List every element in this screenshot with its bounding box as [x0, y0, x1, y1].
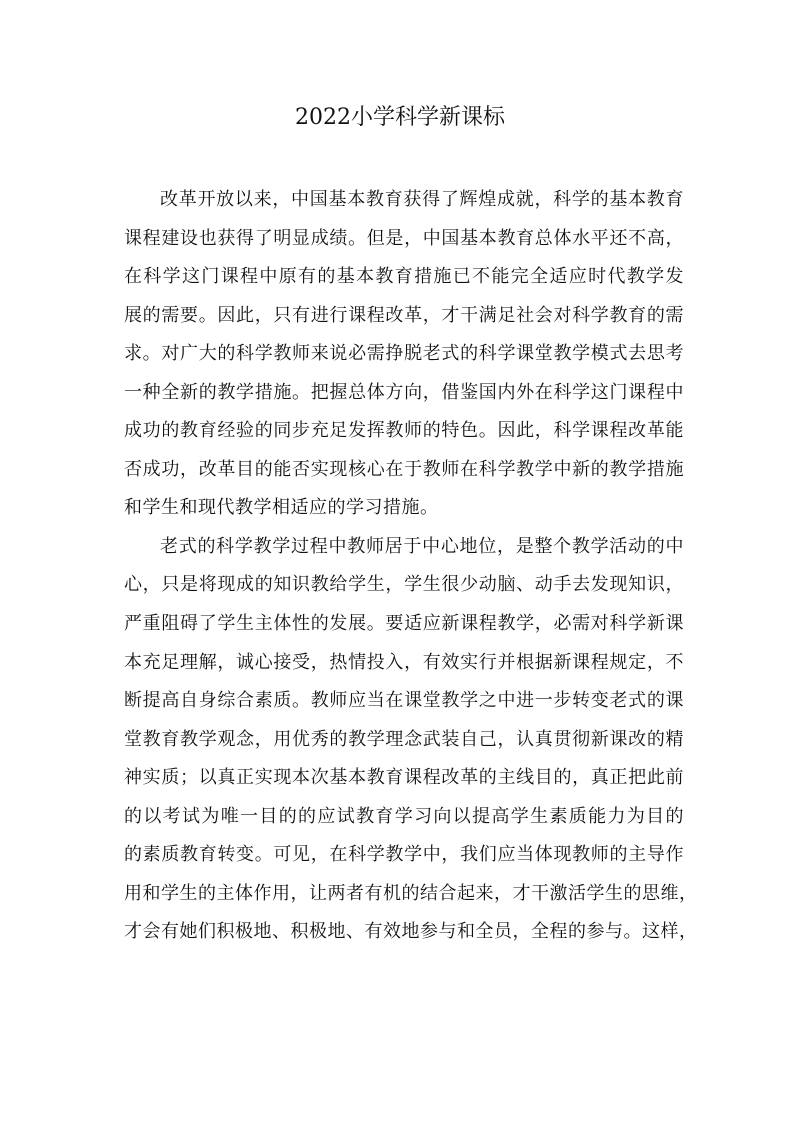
text-line: 在科学这门课程中原有的基本教育措施已不能完全适应时代教学发 [124, 266, 684, 288]
text-line: 本充足理解，诚心接受，热情投入，有效实行并根据新课程规定，不 [124, 651, 684, 673]
text-line: 老式的科学教学过程中教师居于中心地位，是整个教学活动的中 [160, 535, 684, 557]
text-line: 堂教育教学观念，用优秀的教学理念武装自己，认真贯彻新课改的精 [124, 728, 684, 750]
text-line: 展的需要。因此，只有进行课程改革，才干满足社会对科学教育的需 [124, 304, 684, 326]
text-line: 和学生和现代教学相适应的学习措施。 [124, 497, 439, 519]
text-line: 否成功，改革目的能否实现核心在于教师在科学教学中新的教学措施 [124, 458, 684, 480]
text-line: 求。对广大的科学教师来说必需挣脱老式的科学课堂教学模式去思考 [124, 343, 684, 365]
text-line: 的素质教育转变。可见，在科学教学中，我们应当体现教师的主导作 [124, 844, 684, 866]
text-line: 断提高自身综合素质。教师应当在课堂教学之中进一步转变老式的课 [124, 690, 684, 712]
document-body [124, 187, 698, 958]
text-line: 严重阻碍了学生主体性的发展。要适应新课程教学，必需对科学新课 [124, 613, 684, 635]
text-line: 的以考试为唯一目的的应试教育学习向以提高学生素质能力为目的 [124, 805, 684, 827]
text-line: 一种全新的教学措施。把握总体方向，借鉴国内外在科学这门课程中 [124, 381, 684, 403]
text-line: 成功的教育经验的同步充足发挥教师的特色。因此，科学课程改革能 [124, 420, 684, 442]
text-line: 心，只是将现成的知识教给学生，学生很少动脑、动手去发现知识， [124, 574, 684, 596]
text-line: 用和学生的主体作用，让两者有机的结合起来，才干激活学生的思维， [124, 882, 698, 904]
document-title: 2022小学科学新课标 [295, 105, 505, 130]
text-line: 才会有她们积极地、积极地、有效地参与和全员，全程的参与。这样， [124, 921, 698, 943]
text-line: 改革开放以来，中国基本教育获得了辉煌成就，科学的基本教育 [160, 189, 684, 210]
text-line: 神实质；以真正实现本次基本教育课程改革的主线目的，真正把此前 [124, 767, 684, 789]
text-line: 课程建设也获得了明显成绩。但是，中国基本教育总体水平还不高， [124, 227, 684, 249]
